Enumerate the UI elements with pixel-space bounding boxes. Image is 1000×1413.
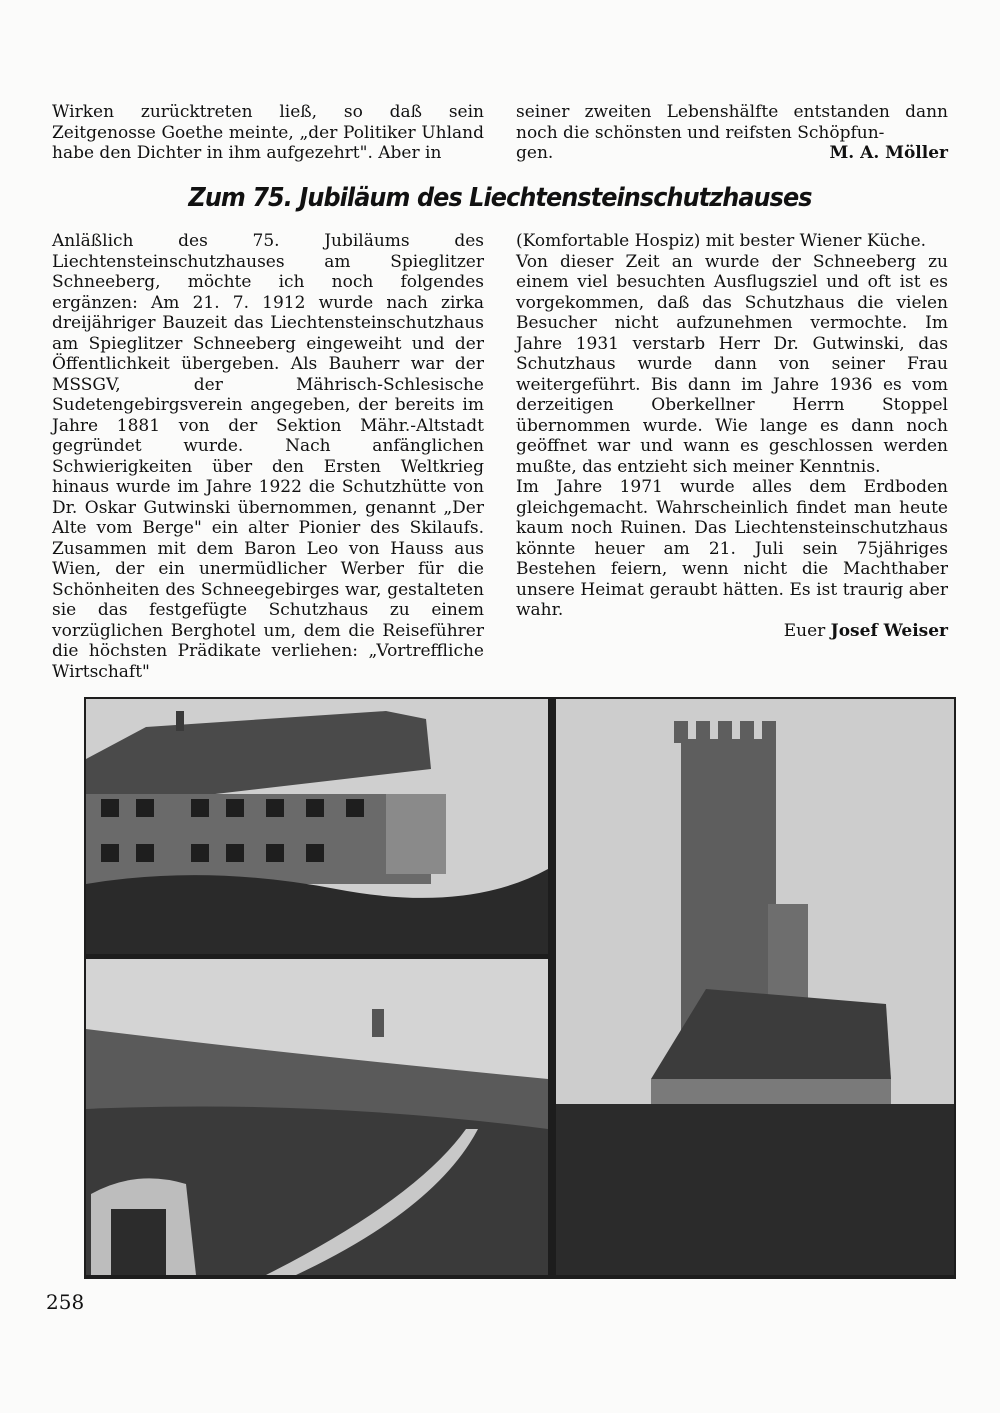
article-right-column <box>516 231 948 641</box>
previous-article-text-right: seiner zweiten Lebenshälfte entstanden dann noch die schönsten und reifsten Schöpfun- <box>516 102 948 143</box>
article-paragraph-right-3: Im Jahre 1971 wurde alles dem Erdboden gleichgemacht. Wahrscheinlich findet man heute kaum noch Ruinen. Das Liechtensteinschutzhaus könnte heuer am 21. Juli sein 75jähriges Bestehen feiern, wenn nicht die Machthaber unsere Heimat geraubt hätten. Es ist traurig aber wahr. <box>516 477 948 620</box>
previous-article-text-left: Wirken zurücktreten ließ, so daß sein Zeitgenosse Goethe meinte, „der Politiker Uhland habe den Dichter in ihm aufgezehrt". Aber in <box>52 102 484 163</box>
photo-landscape-path <box>86 959 548 1275</box>
previous-article-last-word: gen. <box>516 143 554 163</box>
previous-article-author: M. A. Möller <box>829 143 948 163</box>
article-headline: Zum 75. Jubiläum des Liechtensteinschutzhauses <box>188 183 812 213</box>
article-left-column <box>52 231 484 682</box>
article-paragraph-right-1: (Komfortable Hospiz) mit bester Wiener Küche. <box>516 231 927 251</box>
article-paragraph-right-2: Von dieser Zeit an wurde der Schneeberg zu einem viel besuchten Ausflugsziel und oft ist es vorgekommen, daß das Schutzhaus die vielen Besucher nicht aufzunehmen vermochte. Im Jahre 1931 verstarb Herr Dr. Gutwinski, das Schutzhaus wurde dann von seiner Frau weitergeführt. Bis dann im Jahre 1936 es vom derzeitigen Oberkellner Herrn Stoppel übernommen wurde. Wie lange es dann noch geöffnet war und wann es geschlossen werden mußte, das entzieht sich meiner Kenntnis. <box>516 251 948 477</box>
photo-lookout-tower <box>556 699 954 1275</box>
previous-article-signature-line <box>516 143 948 164</box>
signature-prefix: Euer <box>783 620 826 641</box>
photo-schutzhaus-building <box>86 699 548 954</box>
previous-article-left-column <box>52 102 484 164</box>
page-number: 258 <box>46 1290 85 1314</box>
signature-name: Josef Weiser <box>830 620 948 641</box>
article-paragraph-left: Anläßlich des 75. Jubiläums des Liechtensteinschutzhauses am Spieglitzer Schneeberg, möchte ich noch folgendes ergänzen: Am 21. 7. 1912 wurde nach zirka dreijähriger Bauzeit das Liechtensteinschutzhaus am Spieglitzer Schneeberg eingeweiht und der Öffentlichkeit übergeben. Als Bauherr war der MSSGV, der Mährisch-Schlesische Sudetengebirgsverein angegeben, der bereits im Jahre 1881 von der Sektion Mähr.-Altstadt gegründet wurde. Nach anfänglichen Schwierigkeiten über den Ersten Weltkrieg hinaus wurde im Jahre 1922 die Schutzhütte von Dr. Oskar Gutwinski übernommen, genannt „Der Alte vom Berge" ein alter Pionier des Skilaufs. Zusammen mit dem Baron Leo von Hauss aus Wien, der ein unermüdlicher Werber für die Schönheiten des Schneegebirges war, gestalteten sie das festgefügte Schutzhaus zu einem vorzüglichen Berghotel um, dem die Reiseführer die höchsten Prädikate verliehen: „Vortreffliche Wirtschaft" <box>52 231 484 682</box>
photo-collage <box>84 697 956 1279</box>
article-signature <box>516 621 948 642</box>
previous-article-right-column <box>516 102 948 164</box>
